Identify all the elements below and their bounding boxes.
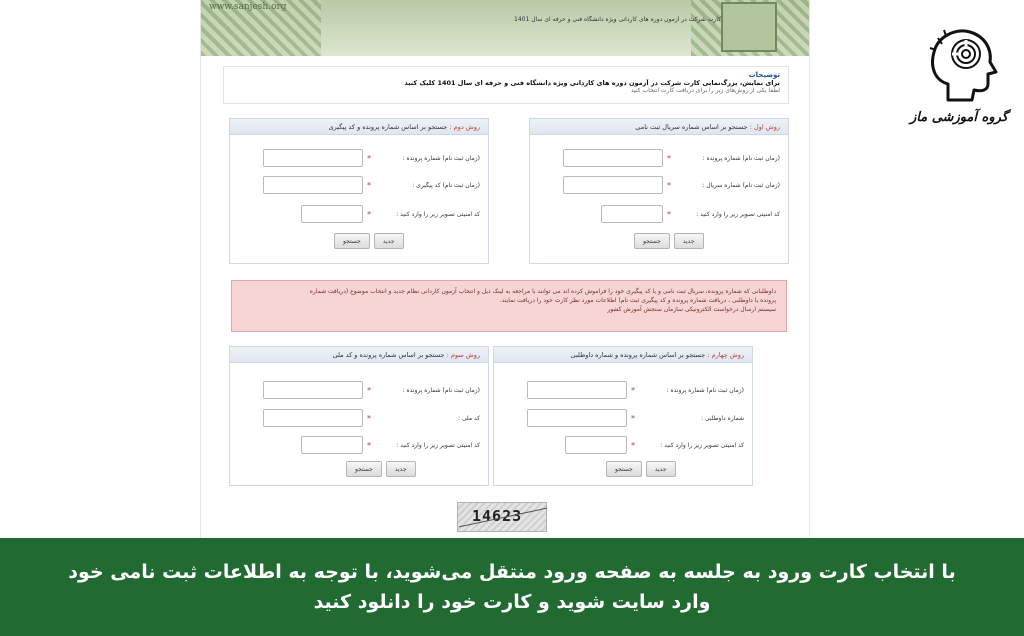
alert-line: داوطلبانی که شماره پرونده، سریال ثبت نامی و یا کد پیگیری خود را فراموش کرده اند می توانند با مراجعه به لینک ذیل و انتخاب آزمون کاردانی نظام جدید و انتخاب موضوع (دریافت شماره [309,288,776,295]
method-description: جستجو بر اساس شماره پرونده و کد ملی [332,351,445,359]
form-row [563,176,780,194]
security-code-input[interactable] [601,205,663,223]
field-label: (زمان ثبت نام) شماره پرونده : [702,154,780,162]
panel-header [230,119,488,135]
serial-number-input[interactable] [563,176,663,194]
alert-link[interactable]: سیستم ارسال درخواست الکترونیکی سازمان سنجش آموزش کشور [607,306,776,313]
button-group [606,461,676,477]
method-label: روش اول : [749,123,780,131]
panel-header [230,347,488,363]
notes-title: توضیحات [748,71,780,79]
required-mark: * [631,385,635,395]
button-group [334,233,404,249]
security-code-input[interactable] [301,436,363,454]
file-number-input[interactable] [563,149,663,167]
form-row [527,381,744,399]
field-label: (زمان ثبت نام) شماره پرونده : [402,386,480,394]
alert-box [231,280,787,332]
required-mark: * [667,153,671,163]
alert-line: پرونده یا داوطلبی ، دریافت شماره پرونده و کد پیگیری ثبت نام) اطلاعات مورد نظر کارت خود را دریافت نمایند. [499,297,776,304]
method-description: جستجو بر اساس شماره پرونده و شماره داوطلبی [570,351,706,359]
form-row [301,436,480,454]
site-banner [201,0,810,56]
notes-link[interactable]: برای نمایش، بزرگ‌نمایی کارت شرکت در آزمون دوره های کاردانی ویژه دانشگاه فنی و حرفه ای سال 1401 کلیک کنید [404,79,780,87]
field-label: شماره داوطلبی : [700,414,744,422]
security-code-input[interactable] [565,436,627,454]
candidate-number-input[interactable] [527,409,627,427]
emblem-icon [721,2,777,52]
file-number-input[interactable] [263,149,363,167]
required-mark: * [367,385,371,395]
required-mark: * [367,440,371,450]
method-description: جستجو بر اساس شماره سریال ثبت نامی [635,123,748,131]
method-label: روش چهارم : [707,351,744,359]
search-button[interactable]: جستجو [346,461,382,477]
required-mark: * [367,413,371,423]
new-button[interactable]: جدید [646,461,676,477]
panel-header [494,347,752,363]
field-label: کد ملی : [457,414,480,422]
required-mark: * [367,153,371,163]
banner-caption: کارت شرکت در آزمون دوره های کاردانی ویژه دانشگاه فنی و حرفه ای سال 1401 [514,16,721,23]
brand-logo [900,18,1018,128]
field-label: کد امنیتی تصویر زیر را وارد کنید : [660,441,744,449]
field-label: (زمان ثبت نام) کد پیگیری : [412,181,480,189]
form-row [527,409,744,427]
national-code-input[interactable] [263,409,363,427]
new-button[interactable]: جدید [674,233,704,249]
panel-header [530,119,788,135]
head-maze-icon [900,18,1018,110]
captcha-code: 14623 [472,507,523,525]
form-row [263,381,480,399]
method-description: جستجو بر اساس شماره پرونده و کد پیگیری [328,123,448,131]
search-button[interactable]: جستجو [334,233,370,249]
caption-line: با انتخاب کارت ورود به جلسه به صفحه ورود منتقل می‌شوید، با توجه به اطلاعات ثبت نامی خود [68,561,956,583]
field-label: (زمان ثبت نام) شماره پرونده : [666,386,744,394]
panel-method-1 [529,118,789,264]
site-url[interactable]: www.sanjesh.org [209,2,287,12]
form-row [263,409,480,427]
field-label: کد امنیتی تصویر زیر را وارد کنید : [396,210,480,218]
new-button[interactable]: جدید [386,461,416,477]
required-mark: * [631,440,635,450]
logo-text: گروه آموزشی ماز [909,110,1008,125]
captcha-image [457,502,547,532]
panel-method-2 [229,118,489,264]
required-mark: * [667,209,671,219]
file-number-input[interactable] [527,381,627,399]
panel-method-3 [229,346,489,486]
method-label: روش سوم : [446,351,480,359]
notes-text: لطفاً یکی از روش‌های زیر را برای دریافت کارت انتخاب کنید [630,87,780,94]
search-button[interactable]: جستجو [606,461,642,477]
caption-banner [0,538,1024,636]
form-row [263,149,480,167]
form-row [301,205,480,223]
notes-box [223,66,789,104]
field-label: کد امنیتی تصویر زیر را وارد کنید : [696,210,780,218]
required-mark: * [667,180,671,190]
field-label: (زمان ثبت نام) شماره پرونده : [402,154,480,162]
field-label: (زمان ثبت نام) شماره سریال : [702,181,780,189]
field-label: کد امنیتی تصویر زیر را وارد کنید : [396,441,480,449]
button-group [346,461,416,477]
new-button[interactable]: جدید [374,233,404,249]
caption-line: وارد سایت شوید و کارت خود را دانلود کنید [313,591,711,613]
required-mark: * [631,413,635,423]
website-screenshot [200,0,810,538]
form-row [601,205,780,223]
form-row [263,176,480,194]
required-mark: * [367,209,371,219]
form-row [565,436,744,454]
tracking-code-input[interactable] [263,176,363,194]
security-code-input[interactable] [301,205,363,223]
search-button[interactable]: جستجو [634,233,670,249]
button-group [634,233,704,249]
panel-method-4 [493,346,753,486]
file-number-input[interactable] [263,381,363,399]
method-label: روش دوم : [449,123,480,131]
required-mark: * [367,180,371,190]
form-row [563,149,780,167]
